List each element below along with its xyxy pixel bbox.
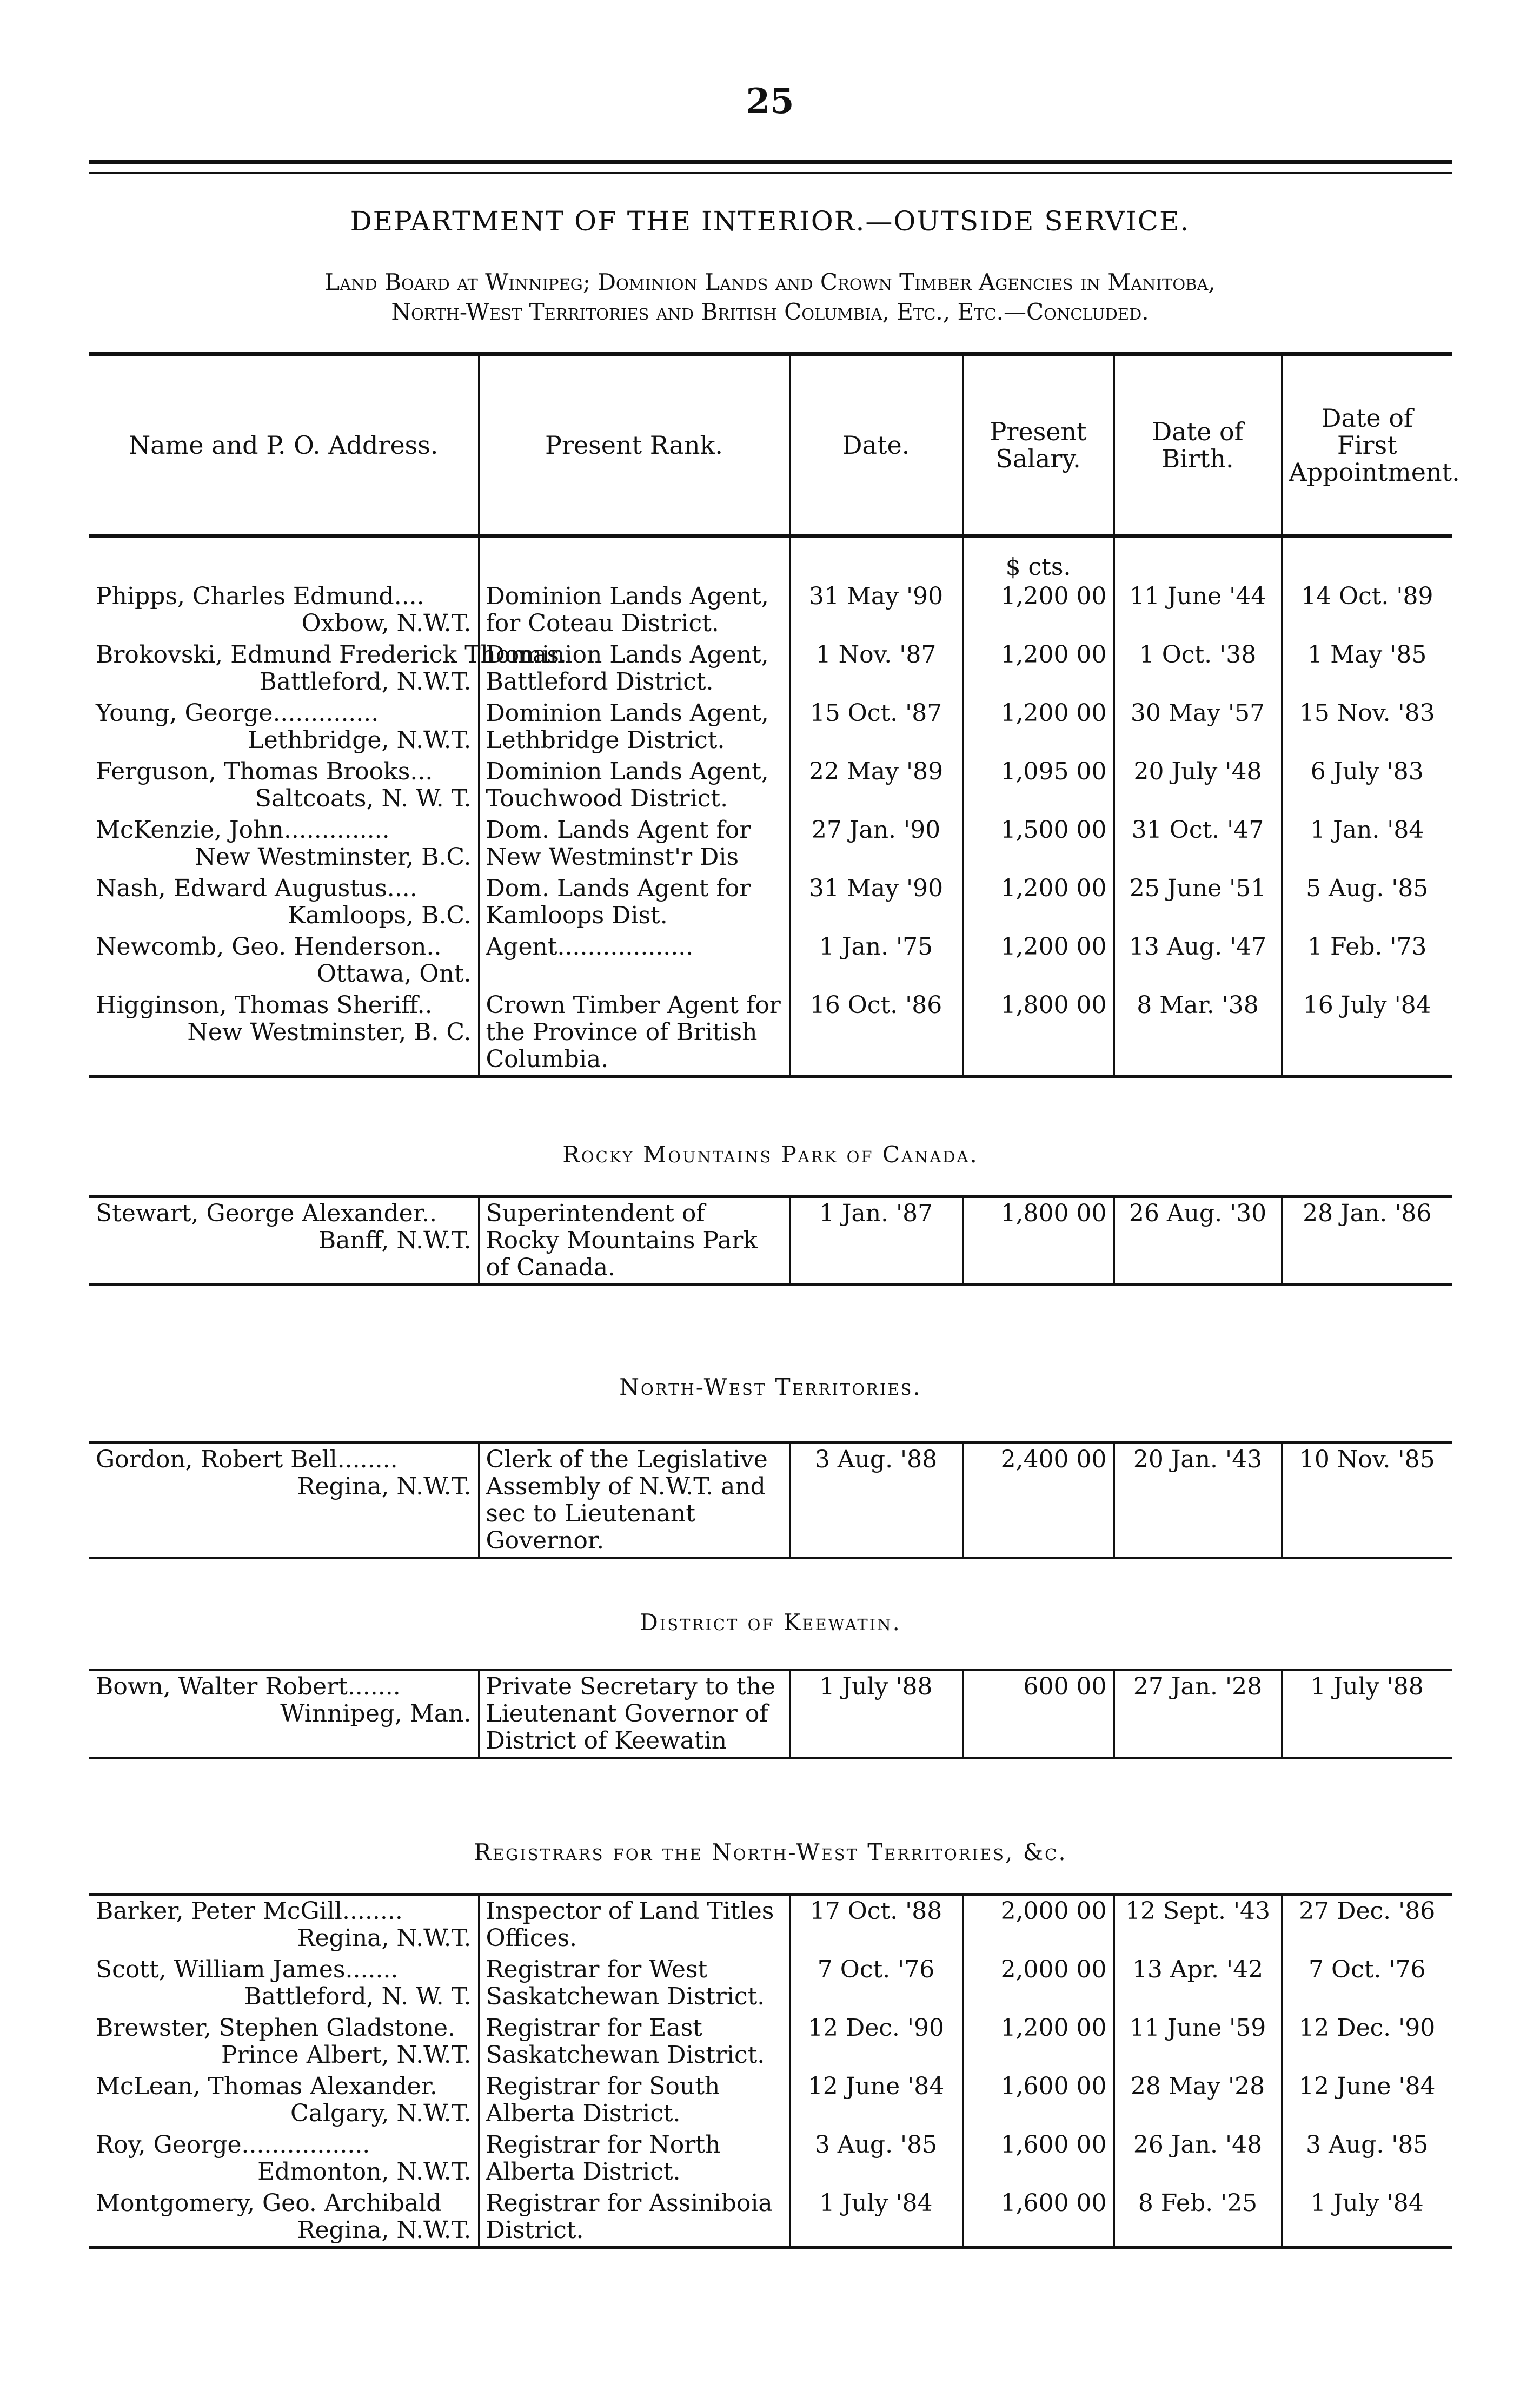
date-cell: 1 July '88 xyxy=(789,1670,962,1758)
staff-table-registrars xyxy=(89,1893,1452,2249)
birth-cell: 20 July '48 xyxy=(1114,756,1282,815)
post-office-address: Regina, N.W.T. xyxy=(297,2216,472,2244)
top-rule xyxy=(89,160,1452,164)
date-cell: 17 Oct. '88 xyxy=(789,1895,962,1955)
present-rank: Dominion Lands Agent, Lethbridge District. xyxy=(486,699,769,754)
person-name: Brokovski, Edmund Frederick Thomas. xyxy=(96,641,567,668)
post-office-address: Oxbow, N.W.T. xyxy=(301,610,472,637)
date-cell: 31 May '90 xyxy=(789,581,962,639)
appointment-cell: 6 July '83 xyxy=(1282,756,1452,815)
table-row xyxy=(89,2013,1452,2071)
person-name: Phipps, Charles Edmund.... xyxy=(96,582,424,610)
rank-cell xyxy=(479,2071,789,2129)
section-body-north-west xyxy=(89,1443,1452,1558)
salary-cell: 1,200 00 xyxy=(962,2013,1114,2071)
post-office-address: Regina, N.W.T. xyxy=(297,1473,472,1500)
date-cell: 1 July '84 xyxy=(789,2188,962,2248)
appointment-cell: 3 Aug. '85 xyxy=(1282,2129,1452,2188)
person-name: Montgomery, Geo. Archibald xyxy=(96,2189,442,2217)
person-name: Brewster, Stephen Gladstone. xyxy=(96,2014,456,2042)
table-row xyxy=(89,1197,1452,1285)
column-header-rank: Present Rank. xyxy=(479,354,789,536)
present-rank: Crown Timber Agent for the Province of British Columbia. xyxy=(486,991,781,1073)
table-row xyxy=(89,931,1452,990)
units-row xyxy=(89,536,1452,581)
appointment-cell: 7 Oct. '76 xyxy=(1282,1954,1452,2013)
name-cell xyxy=(89,2129,479,2188)
date-cell: 27 Jan. '90 xyxy=(789,815,962,873)
rank-cell xyxy=(479,2013,789,2071)
appointment-cell: 1 Feb. '73 xyxy=(1282,931,1452,990)
rank-cell xyxy=(479,639,789,698)
table-row xyxy=(89,756,1452,815)
table-row xyxy=(89,873,1452,931)
post-office-address: Calgary, N.W.T. xyxy=(290,2100,472,2127)
person-name: McLean, Thomas Alexander. xyxy=(96,2073,437,2100)
rank-cell xyxy=(479,815,789,873)
date-cell: 31 May '90 xyxy=(789,873,962,931)
name-cell xyxy=(89,2013,479,2071)
date-cell: 22 May '89 xyxy=(789,756,962,815)
rank-cell xyxy=(479,1954,789,2013)
post-office-address: Battleford, N. W. T. xyxy=(244,1983,472,2010)
rank-cell xyxy=(479,1197,789,1285)
post-office-address: Lethbridge, N.W.T. xyxy=(248,726,472,754)
present-rank: Dom. Lands Agent for New Westminst'r Dis xyxy=(486,816,751,871)
date-cell: 15 Oct. '87 xyxy=(789,698,962,756)
column-header-appointment: Date of First Appointment. xyxy=(1282,354,1452,536)
post-office-address: New Westminster, B. C. xyxy=(187,1018,472,1046)
table-row xyxy=(89,990,1452,1077)
table-row xyxy=(89,581,1452,639)
name-cell xyxy=(89,639,567,698)
table-row xyxy=(89,1670,1452,1758)
salary-cell: 1,200 00 xyxy=(962,698,1114,756)
salary-cell: 1,500 00 xyxy=(962,815,1114,873)
present-rank: Dom. Lands Agent for Kamloops Dist. xyxy=(486,875,751,929)
section-body-rocky-mountains xyxy=(89,1197,1452,1285)
salary-cell: 2,000 00 xyxy=(962,1895,1114,1955)
table-row xyxy=(89,2071,1452,2129)
salary-cell: 1,600 00 xyxy=(962,2071,1114,2129)
present-rank: Dominion Lands Agent, for Coteau District. xyxy=(486,582,769,637)
person-name: McKenzie, John.............. xyxy=(96,816,390,844)
table-row xyxy=(89,639,1452,698)
present-rank: Agent.................. xyxy=(486,933,694,961)
rank-cell xyxy=(479,581,789,639)
table-row xyxy=(89,698,1452,756)
birth-cell: 8 Mar. '38 xyxy=(1114,990,1282,1077)
birth-cell: 12 Sept. '43 xyxy=(1114,1895,1282,1955)
staff-table-main xyxy=(89,352,1460,1078)
present-rank: Registrar for East Saskatchewan District. xyxy=(486,2014,765,2069)
salary-cell: 1,800 00 xyxy=(962,1197,1114,1285)
section-title-north-west: North-West Territories. xyxy=(619,1374,922,1400)
name-cell xyxy=(89,581,479,639)
post-office-address: Battleford, N.W.T. xyxy=(259,668,472,696)
rank-cell xyxy=(479,1895,789,1955)
post-office-address: Prince Albert, N.W.T. xyxy=(221,2041,472,2069)
birth-cell: 11 June '44 xyxy=(1114,581,1282,639)
rank-cell xyxy=(479,873,789,931)
birth-cell: 20 Jan. '43 xyxy=(1114,1443,1282,1558)
salary-units: $ cts. xyxy=(962,536,1114,581)
name-cell xyxy=(89,1954,479,2013)
birth-cell: 27 Jan. '28 xyxy=(1114,1670,1282,1758)
appointment-cell: 10 Nov. '85 xyxy=(1282,1443,1452,1558)
name-cell xyxy=(89,2188,479,2248)
date-cell: 7 Oct. '76 xyxy=(789,1954,962,2013)
date-cell: 12 Dec. '90 xyxy=(789,2013,962,2071)
birth-cell: 13 Aug. '47 xyxy=(1114,931,1282,990)
appointment-cell: 1 July '84 xyxy=(1282,2188,1452,2248)
post-office-address: Regina, N.W.T. xyxy=(297,1924,472,1952)
date-cell: 1 Jan. '75 xyxy=(789,931,962,990)
rank-cell xyxy=(479,990,789,1077)
table-row xyxy=(89,2129,1452,2188)
date-cell: 3 Aug. '88 xyxy=(789,1443,962,1558)
table-row xyxy=(89,815,1452,873)
person-name: Nash, Edward Augustus.... xyxy=(96,875,417,902)
birth-cell: 25 June '51 xyxy=(1114,873,1282,931)
date-cell: 1 Jan. '87 xyxy=(789,1197,962,1285)
present-rank: Dominion Lands Agent, Battleford District. xyxy=(486,641,769,696)
salary-cell: 600 00 xyxy=(962,1670,1114,1758)
salary-cell: 1,200 00 xyxy=(962,639,1114,698)
birth-cell: 31 Oct. '47 xyxy=(1114,815,1282,873)
appointment-cell: 28 Jan. '86 xyxy=(1282,1197,1452,1285)
appointment-cell: 5 Aug. '85 xyxy=(1282,873,1452,931)
appointment-cell: 1 July '88 xyxy=(1282,1670,1452,1758)
staff-table-keewatin xyxy=(89,1669,1452,1759)
salary-cell: 1,200 00 xyxy=(962,931,1114,990)
name-cell xyxy=(89,698,479,756)
salary-cell: 2,400 00 xyxy=(962,1443,1114,1558)
birth-cell: 11 June '59 xyxy=(1114,2013,1282,2071)
present-rank: Clerk of the Legislative Assembly of N.W.T. and sec to Lieutenant Governor. xyxy=(486,1446,768,1554)
birth-cell: 1 Oct. '38 xyxy=(1114,639,1282,698)
rank-cell xyxy=(479,2188,789,2248)
birth-cell: 8 Feb. '25 xyxy=(1114,2188,1282,2248)
staff-table-rocky-mountains xyxy=(89,1195,1452,1286)
name-cell xyxy=(89,873,479,931)
rank-cell xyxy=(479,756,789,815)
person-name: Gordon, Robert Bell........ xyxy=(96,1446,398,1473)
name-cell xyxy=(89,931,479,990)
person-name: Young, George.............. xyxy=(96,699,379,727)
staff-table-north-west xyxy=(89,1441,1452,1559)
person-name: Newcomb, Geo. Henderson.. xyxy=(96,933,442,961)
birth-cell: 26 Jan. '48 xyxy=(1114,2129,1282,2188)
table-row xyxy=(89,1954,1452,2013)
table-row xyxy=(89,2188,1452,2248)
rank-cell xyxy=(479,1443,789,1558)
rank-cell xyxy=(479,698,789,756)
salary-cell: 1,800 00 xyxy=(962,990,1114,1077)
rank-cell xyxy=(479,931,789,990)
birth-cell: 26 Aug. '30 xyxy=(1114,1197,1282,1285)
present-rank: Dominion Lands Agent, Touchwood District. xyxy=(486,758,769,812)
section-title-rocky-mountains: Rocky Mountains Park of Canada. xyxy=(562,1141,979,1168)
section-body-main xyxy=(89,581,1452,1077)
appointment-cell: 15 Nov. '83 xyxy=(1282,698,1452,756)
name-cell xyxy=(89,2071,479,2129)
salary-cell: 1,600 00 xyxy=(962,2188,1114,2248)
post-office-address: Edmonton, N.W.T. xyxy=(257,2158,472,2186)
post-office-address: Winnipeg, Man. xyxy=(280,1700,472,1727)
name-cell xyxy=(89,815,479,873)
table-row xyxy=(89,1443,1452,1558)
name-cell xyxy=(89,756,479,815)
appointment-cell: 27 Dec. '86 xyxy=(1282,1895,1452,1955)
person-name: Bown, Walter Robert....... xyxy=(96,1673,401,1700)
present-rank: Registrar for Assiniboia District. xyxy=(486,2189,773,2244)
column-header-name: Name and P. O. Address. xyxy=(128,431,439,460)
page-number: 25 xyxy=(746,81,794,122)
date-cell: 16 Oct. '86 xyxy=(789,990,962,1077)
post-office-address: Ottawa, Ont. xyxy=(316,960,472,988)
subheading-line-2: North-West Territories and British Columbia, Etc., Etc.—Concluded. xyxy=(391,299,1149,325)
person-name: Roy, George................. xyxy=(96,2131,370,2159)
post-office-address: Kamloops, B.C. xyxy=(288,902,472,929)
rank-cell xyxy=(479,2129,789,2188)
table-row xyxy=(89,1895,1452,1955)
person-name: Barker, Peter McGill........ xyxy=(96,1897,403,1925)
appointment-cell: 16 July '84 xyxy=(1282,990,1452,1077)
post-office-address: Saltcoats, N. W. T. xyxy=(255,785,472,812)
date-cell: 1 Nov. '87 xyxy=(789,639,962,698)
table-header-row xyxy=(89,354,1452,536)
name-cell xyxy=(89,1443,479,1558)
section-title-keewatin: District of Keewatin. xyxy=(640,1609,901,1636)
appointment-cell: 1 Jan. '84 xyxy=(1282,815,1452,873)
post-office-address: Banff, N.W.T. xyxy=(318,1227,472,1254)
post-office-address: New Westminster, B.C. xyxy=(195,843,472,871)
name-cell xyxy=(89,1670,479,1758)
top-rule-thin xyxy=(89,172,1452,174)
present-rank: Registrar for South Alberta District. xyxy=(486,2073,720,2127)
salary-cell: 2,000 00 xyxy=(962,1954,1114,2013)
person-name: Higginson, Thomas Sheriff.. xyxy=(96,991,433,1019)
subheading-line-1: Land Board at Winnipeg; Dominion Lands and Crown Timber Agencies in Manitoba, xyxy=(324,269,1216,295)
present-rank: Private Secretary to the Lieutenant Governor of District of Keewatin xyxy=(486,1673,775,1755)
date-cell: 3 Aug. '85 xyxy=(789,2129,962,2188)
department-heading: DEPARTMENT OF THE INTERIOR.—OUTSIDE SERVICE. xyxy=(350,206,1190,237)
salary-cell: 1,200 00 xyxy=(962,581,1114,639)
name-cell xyxy=(89,1197,479,1285)
birth-cell: 30 May '57 xyxy=(1114,698,1282,756)
column-header-birth: Date of Birth. xyxy=(1114,354,1282,536)
date-cell: 12 June '84 xyxy=(789,2071,962,2129)
present-rank: Registrar for North Alberta District. xyxy=(486,2131,721,2186)
salary-cell: 1,200 00 xyxy=(962,873,1114,931)
person-name: Scott, William James....... xyxy=(96,1956,399,1983)
column-header-salary: Present Salary. xyxy=(962,354,1114,536)
name-cell xyxy=(89,990,479,1077)
appointment-cell: 1 May '85 xyxy=(1282,639,1452,698)
salary-cell: 1,600 00 xyxy=(962,2129,1114,2188)
section-body-keewatin xyxy=(89,1670,1452,1758)
rank-cell xyxy=(479,1670,789,1758)
present-rank: Superintendent of Rocky Mountains Park of Canada. xyxy=(486,1200,758,1281)
section-body-registrars xyxy=(89,1895,1452,2248)
appointment-cell: 12 Dec. '90 xyxy=(1282,2013,1452,2071)
appointment-cell: 14 Oct. '89 xyxy=(1282,581,1452,639)
person-name: Stewart, George Alexander.. xyxy=(96,1200,437,1227)
column-header-date: Date. xyxy=(789,354,962,536)
section-title-registrars: Registrars for the North-West Territories, &c. xyxy=(474,1839,1067,1865)
birth-cell: 13 Apr. '42 xyxy=(1114,1954,1282,2013)
present-rank: Registrar for West Saskatchewan District. xyxy=(486,1956,765,2010)
present-rank: Inspector of Land Titles Offices. xyxy=(486,1897,774,1952)
appointment-cell: 12 June '84 xyxy=(1282,2071,1452,2129)
birth-cell: 28 May '28 xyxy=(1114,2071,1282,2129)
name-cell xyxy=(89,1895,479,1955)
salary-cell: 1,095 00 xyxy=(962,756,1114,815)
person-name: Ferguson, Thomas Brooks... xyxy=(96,758,433,785)
